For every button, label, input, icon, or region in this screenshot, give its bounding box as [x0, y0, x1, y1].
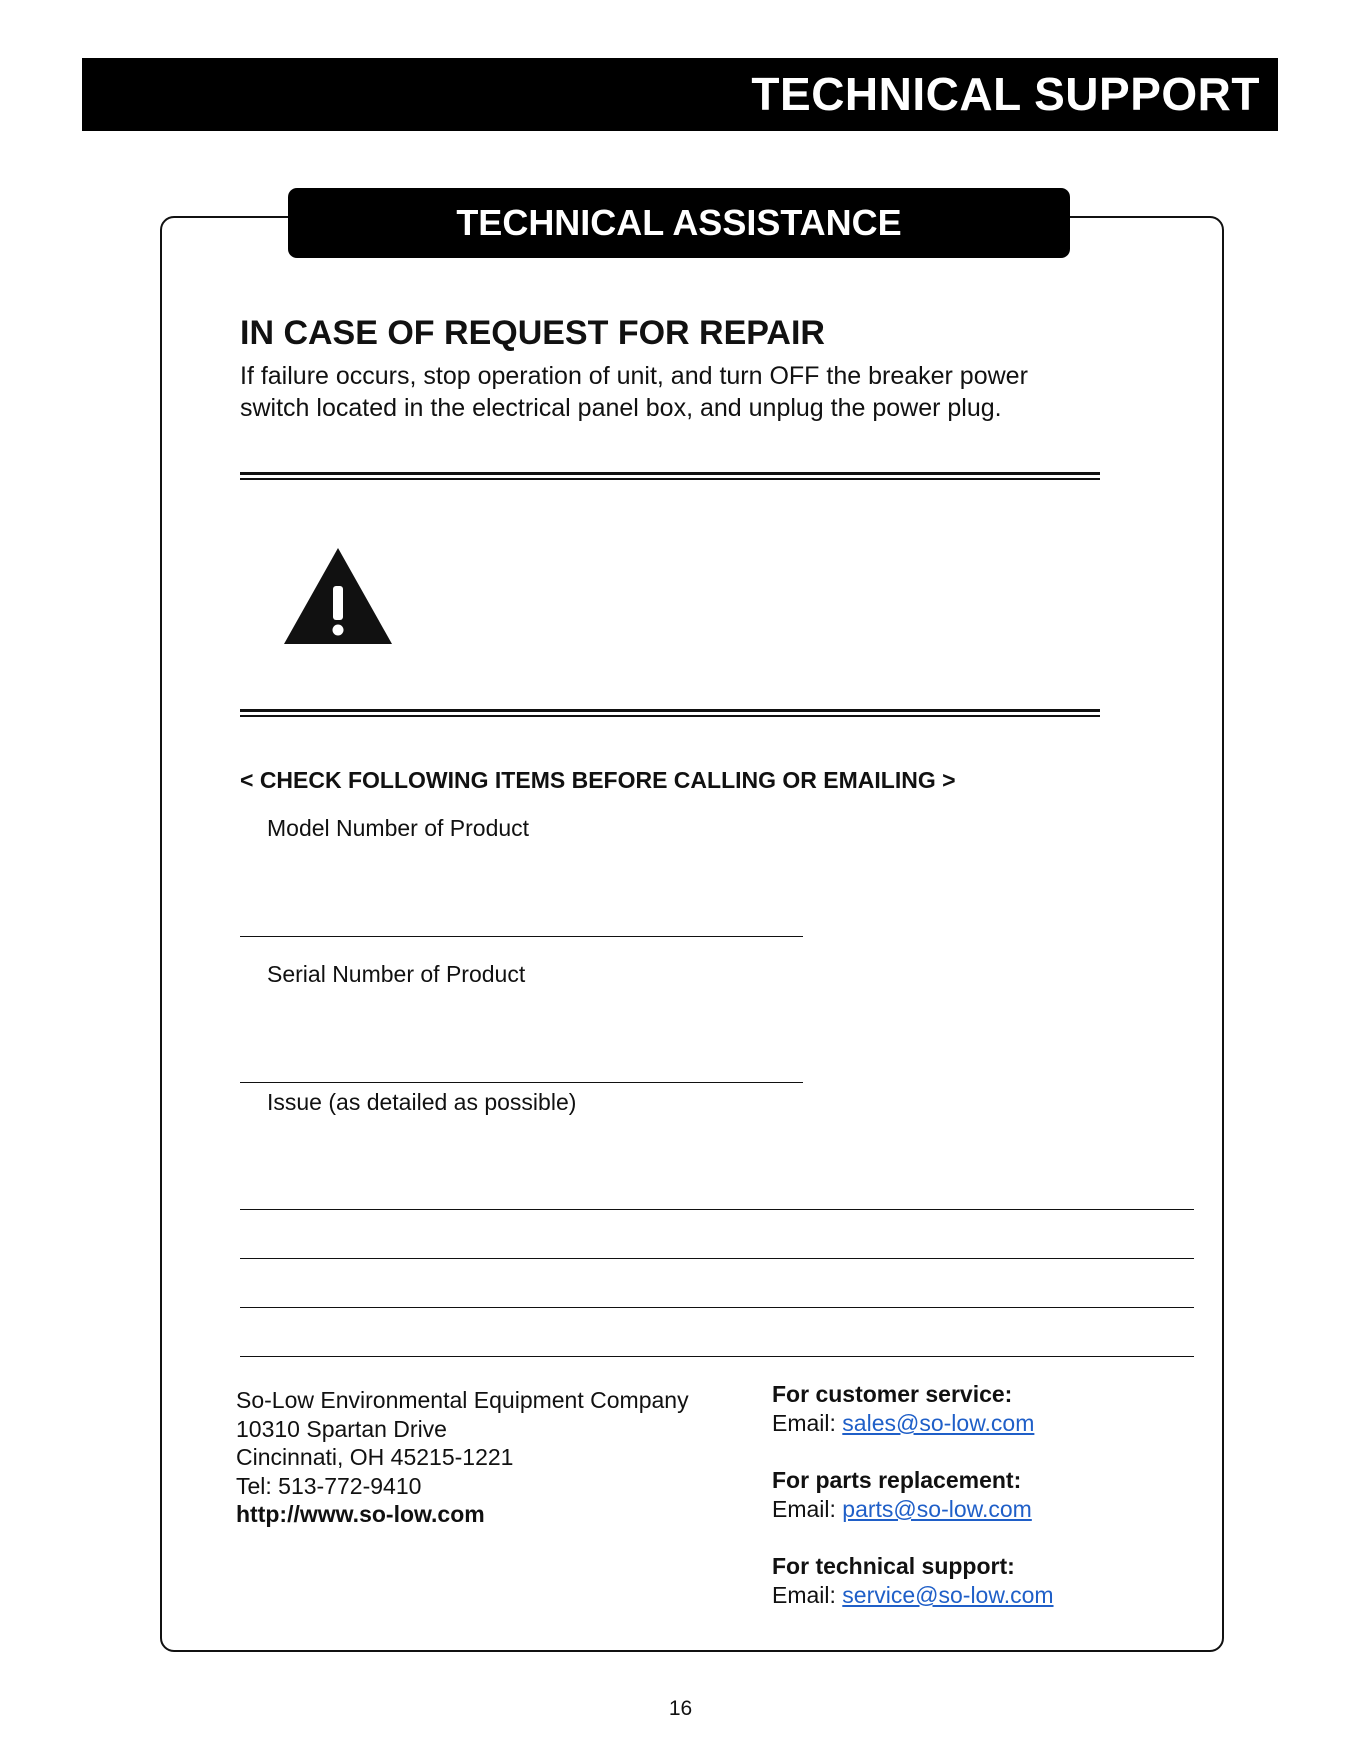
parts-email-link[interactable]: parts@so-low.com [842, 1496, 1032, 1522]
repair-instructions-line-2: switch located in the electrical panel box, and unplug the power plug. [240, 394, 1002, 422]
email-prefix: Email: [772, 1410, 843, 1436]
serial-number-label: Serial Number of Product [267, 961, 526, 987]
company-address [236, 1386, 689, 1529]
repair-heading: IN CASE OF REQUEST FOR REPAIR [240, 314, 825, 352]
company-city: Cincinnati, OH 45215-1221 [236, 1444, 514, 1470]
parts-contact [772, 1466, 1054, 1524]
company-street: 10310 Spartan Drive [236, 1415, 447, 1442]
issue-line [240, 1209, 1194, 1210]
header-bar [82, 58, 1278, 131]
company-website: http://www.so-low.com [236, 1501, 485, 1527]
company-name: So-Low Environmental Equipment Company [236, 1387, 689, 1413]
warning-box-bottom-divider [240, 709, 1100, 717]
issue-line [240, 1258, 1194, 1259]
page-header-title: TECHNICAL SUPPORT [751, 68, 1260, 120]
page-number: 16 [668, 1697, 693, 1720]
issue-label: Issue (as detailed as possible) [267, 1089, 577, 1115]
email-prefix: Email: [772, 1582, 843, 1608]
warning-triangle-icon [282, 546, 394, 646]
parts-title: For parts replacement: [772, 1467, 1022, 1493]
customer-service-email-row [772, 1409, 1054, 1438]
repair-instructions [240, 360, 1140, 424]
model-number-line [240, 936, 803, 937]
repair-instructions-line-1: If failure occurs, stop operation of unit, and turn OFF the breaker power [240, 362, 1028, 390]
technical-support-contact [772, 1552, 1054, 1610]
serial-number-line [240, 1082, 803, 1083]
contact-list [772, 1380, 1054, 1638]
customer-service-title: For customer service: [772, 1381, 1013, 1407]
email-prefix: Email: [772, 1496, 843, 1522]
parts-email-row [772, 1495, 1054, 1524]
issue-line [240, 1356, 1194, 1357]
customer-service-contact [772, 1380, 1054, 1438]
technical-support-email-row [772, 1581, 1054, 1610]
technical-support-email-link[interactable]: service@so-low.com [842, 1582, 1054, 1608]
issue-line [240, 1307, 1194, 1308]
warning-box-top-divider [240, 472, 1100, 480]
section-title: TECHNICAL ASSISTANCE [456, 202, 902, 243]
customer-service-email-link[interactable]: sales@so-low.com [842, 1410, 1035, 1436]
company-phone: Tel: 513-772-9410 [236, 1472, 422, 1499]
model-number-label: Model Number of Product [267, 815, 530, 841]
checklist-heading: < CHECK FOLLOWING ITEMS BEFORE CALLING OR EMAILING > [240, 767, 956, 793]
section-title-bar [288, 188, 1070, 258]
technical-support-title: For technical support: [772, 1553, 1015, 1579]
